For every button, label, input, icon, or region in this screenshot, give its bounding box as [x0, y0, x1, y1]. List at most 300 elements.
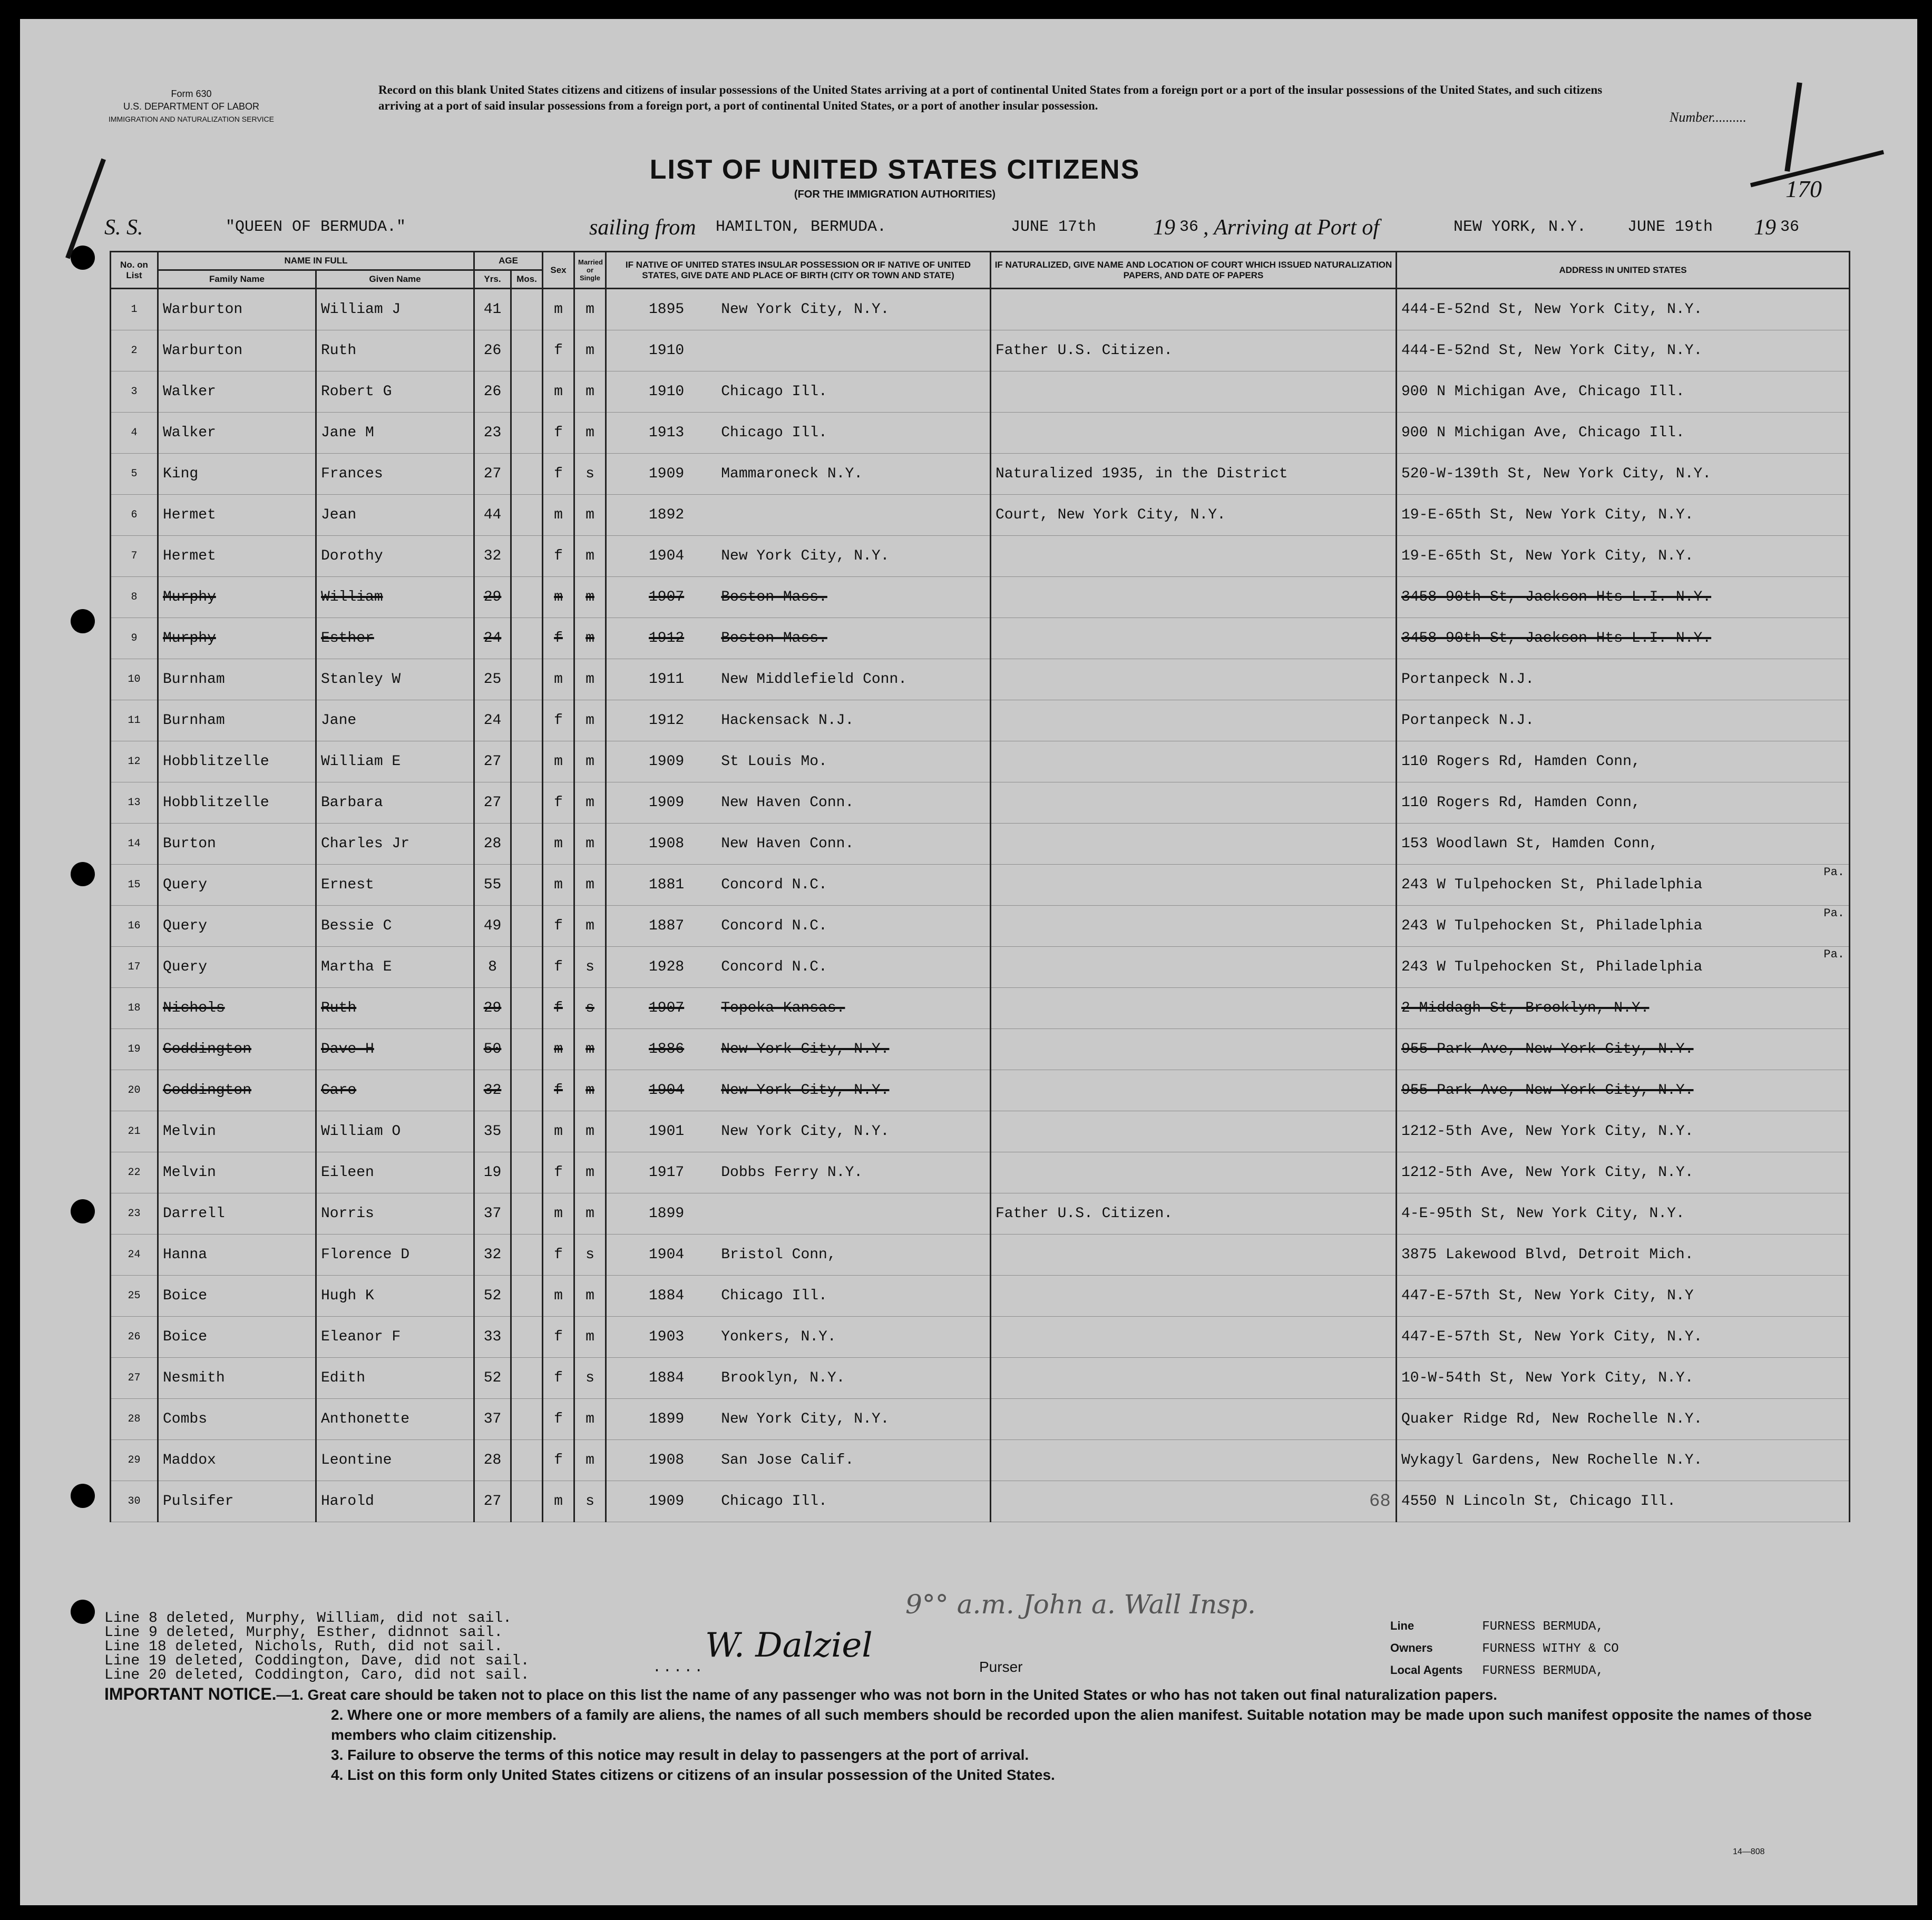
given-name-cell: Charles Jr [316, 824, 474, 865]
marital-status-cell: m [574, 577, 606, 618]
marital-status-cell: m [574, 1070, 606, 1111]
stamped-page-number: 68 [1369, 1492, 1391, 1512]
birth-year: 1910 [649, 342, 685, 359]
table-row [111, 330, 1850, 371]
birth-place: New Haven Conn. [721, 795, 854, 811]
family-name-cell: Burnham [158, 700, 316, 741]
table-row [111, 289, 1850, 330]
sex-cell: m [543, 371, 574, 413]
notice-heading: IMPORTANT NOTICE. [104, 1684, 277, 1703]
family-name-cell: Warburton [158, 289, 316, 330]
form-number [104, 87, 278, 125]
birth-cell [606, 577, 991, 618]
departure-date: JUNE 17th [1011, 218, 1097, 236]
age-months-cell [511, 659, 543, 700]
family-name-cell: Melvin [158, 1152, 316, 1193]
birth-place: Mammaroneck N.Y. [721, 466, 863, 482]
birth-place: New York City, N.Y. [721, 1041, 890, 1057]
birth-cell [606, 1399, 991, 1440]
address-cell: 4-E-95th St, New York City, N.Y. [1397, 1193, 1850, 1235]
given-name-cell: Anthonette [316, 1399, 474, 1440]
given-name-cell: Robert G [316, 371, 474, 413]
given-name-cell: Norris [316, 1193, 474, 1235]
table-row [111, 618, 1850, 659]
age-years-cell: 44 [474, 495, 511, 536]
birth-place: Concord N.C. [721, 959, 827, 975]
address-state-note: Pa. [1823, 866, 1845, 879]
naturalization-cell [991, 782, 1397, 824]
birth-cell [606, 1317, 991, 1358]
birth-cell [606, 289, 991, 330]
birth-cell [606, 454, 991, 495]
passenger-table [110, 251, 1850, 1522]
birth-year: 1899 [649, 1411, 685, 1427]
given-name-cell: William [316, 577, 474, 618]
birth-place: Boston Mass. [721, 630, 827, 646]
sex-cell: m [543, 1111, 574, 1152]
sex-cell: f [543, 413, 574, 454]
col-family-name: Family Name [158, 270, 316, 289]
sex-cell: f [543, 988, 574, 1029]
address-cell: 110 Rogers Rd, Hamden Conn, [1397, 782, 1850, 824]
family-name-cell: Hanna [158, 1235, 316, 1276]
marital-status-cell: m [574, 782, 606, 824]
important-notice [104, 1684, 1843, 1785]
given-name-cell: Eleanor F [316, 1317, 474, 1358]
birth-year: 1886 [649, 1041, 685, 1057]
age-months-cell [511, 782, 543, 824]
age-years-cell: 26 [474, 371, 511, 413]
sex-cell: m [543, 577, 574, 618]
marital-status-cell: m [574, 289, 606, 330]
age-years-cell: 33 [474, 1317, 511, 1358]
department-line: U.S. DEPARTMENT OF LABOR [123, 101, 260, 112]
notice-text-1: —1. Great care should be taken not to place on this list the name of any passenger who was not born in the United States or who has not taken out final naturalization papers. [276, 1687, 1498, 1703]
address-cell: Portanpeck N.J. [1397, 659, 1850, 700]
naturalization-cell [991, 1152, 1397, 1193]
birth-cell [606, 1235, 991, 1276]
given-name-cell: Ernest [316, 865, 474, 906]
naturalization-cell [991, 1070, 1397, 1111]
sex-cell: m [543, 289, 574, 330]
page-title: LIST OF UNITED STATES CITIZENS [649, 154, 1140, 185]
address-cell: 1212-5th Ave, New York City, N.Y. [1397, 1152, 1850, 1193]
age-months-cell [511, 1029, 543, 1070]
address-cell: 447-E-57th St, New York City, N.Y [1397, 1276, 1850, 1317]
given-name-cell: Leontine [316, 1440, 474, 1481]
birth-cell [606, 741, 991, 782]
age-years-cell: 27 [474, 741, 511, 782]
age-months-cell [511, 371, 543, 413]
no-cell: 24 [111, 1235, 158, 1276]
naturalization-cell: Naturalized 1935, in the District [991, 454, 1397, 495]
address-cell [1397, 865, 1850, 906]
given-name-cell: Caro [316, 1070, 474, 1111]
age-months-cell [511, 1481, 543, 1522]
marital-status-cell: m [574, 618, 606, 659]
given-name-cell: Ruth [316, 330, 474, 371]
table-row [111, 1193, 1850, 1235]
birth-place: New York City, N.Y. [721, 548, 890, 564]
birth-year: 1909 [649, 795, 685, 811]
age-years-cell: 26 [474, 330, 511, 371]
marital-status-cell: m [574, 1111, 606, 1152]
age-years-cell: 50 [474, 1029, 511, 1070]
binder-hole [71, 1199, 95, 1223]
age-months-cell [511, 536, 543, 577]
sex-cell: f [543, 1399, 574, 1440]
no-cell: 18 [111, 988, 158, 1029]
birth-cell [606, 782, 991, 824]
family-name-cell: Hobblitzelle [158, 741, 316, 782]
address-cell: 110 Rogers Rd, Hamden Conn, [1397, 741, 1850, 782]
sex-cell: f [543, 536, 574, 577]
marital-status-cell: m [574, 1029, 606, 1070]
family-name-cell: Murphy [158, 618, 316, 659]
age-years-cell: 52 [474, 1358, 511, 1399]
col-mos: Mos. [511, 270, 543, 289]
address-cell: 955 Park Ave, New York City, N.Y. [1397, 1070, 1850, 1111]
birth-cell [606, 906, 991, 947]
birth-year: 1884 [649, 1288, 685, 1304]
birth-cell [606, 1029, 991, 1070]
marital-status-cell: m [574, 1399, 606, 1440]
sex-cell: m [543, 741, 574, 782]
age-years-cell: 49 [474, 906, 511, 947]
address-cell: 1212-5th Ave, New York City, N.Y. [1397, 1111, 1850, 1152]
deletion-note: Line 18 deleted, Nichols, Ruth, did not sail. [104, 1639, 503, 1655]
col-married: Married or Single [574, 252, 606, 289]
sex-cell: f [543, 618, 574, 659]
address-cell: 955 Park Ave, New York City, N.Y. [1397, 1029, 1850, 1070]
marital-status-cell: m [574, 659, 606, 700]
arrival-port: NEW YORK, N.Y. [1453, 218, 1587, 236]
col-naturalized: IF NATURALIZED, GIVE NAME AND LOCATION OF COURT WHICH ISSUED NATURALIZATION PAPERS, AND DATE OF PAPERS [991, 252, 1397, 289]
arrival-year-prefix: 19 [1754, 215, 1776, 240]
age-years-cell: 19 [474, 1152, 511, 1193]
birth-cell [606, 1193, 991, 1235]
purser-signature: W. Dalziel [705, 1626, 873, 1665]
marital-status-cell: m [574, 700, 606, 741]
given-name-cell: Frances [316, 454, 474, 495]
table-row [111, 495, 1850, 536]
table-row [111, 1399, 1850, 1440]
naturalization-cell [991, 536, 1397, 577]
age-months-cell [511, 289, 543, 330]
table-row [111, 1317, 1850, 1358]
col-no: No. on List [111, 252, 158, 289]
no-cell: 9 [111, 618, 158, 659]
arrival-date: JUNE 19th [1627, 218, 1713, 236]
marital-status-cell: m [574, 330, 606, 371]
birth-cell [606, 1111, 991, 1152]
birth-year: 1904 [649, 548, 685, 564]
age-months-cell [511, 454, 543, 495]
marital-status-cell: m [574, 1317, 606, 1358]
no-cell: 22 [111, 1152, 158, 1193]
birth-cell [606, 865, 991, 906]
given-name-cell: William E [316, 741, 474, 782]
address-cell: 2 Middagh St, Brooklyn, N.Y. [1397, 988, 1850, 1029]
address-text: 243 W Tulpehocken St, Philadelphia [1401, 918, 1703, 934]
table-row [111, 371, 1850, 413]
age-years-cell: 25 [474, 659, 511, 700]
age-years-cell: 8 [474, 947, 511, 988]
no-cell: 29 [111, 1440, 158, 1481]
service-line: IMMIGRATION AND NATURALIZATION SERVICE [109, 115, 274, 123]
age-years-cell: 32 [474, 1070, 511, 1111]
age-years-cell: 32 [474, 1235, 511, 1276]
no-cell: 27 [111, 1358, 158, 1399]
birth-year: 1912 [649, 630, 685, 646]
age-years-cell: 41 [474, 289, 511, 330]
birth-cell [606, 947, 991, 988]
address-cell: Wykagyl Gardens, New Rochelle N.Y. [1397, 1440, 1850, 1481]
birth-place: San Jose Calif. [721, 1452, 854, 1468]
birth-year: 1913 [649, 425, 685, 441]
given-name-cell: Stanley W [316, 659, 474, 700]
owners-value: FURNESS WITHY & CO [1482, 1642, 1619, 1656]
family-name-cell: Warburton [158, 330, 316, 371]
col-name-in-full: NAME IN FULL [158, 252, 474, 270]
age-years-cell: 24 [474, 700, 511, 741]
arrival-year: 36 [1780, 218, 1800, 236]
address-state-note: Pa. [1823, 907, 1845, 920]
col-address: ADDRESS IN UNITED STATES [1397, 252, 1850, 289]
table-row [111, 1111, 1850, 1152]
address-state-note: Pa. [1823, 948, 1845, 961]
given-name-cell: William O [316, 1111, 474, 1152]
address-cell: 900 N Michigan Ave, Chicago Ill. [1397, 413, 1850, 454]
naturalization-cell [991, 1029, 1397, 1070]
family-name-cell: Combs [158, 1399, 316, 1440]
sex-cell: f [543, 1070, 574, 1111]
birth-place: Concord N.C. [721, 877, 827, 893]
sex-cell: f [543, 1235, 574, 1276]
birth-cell [606, 371, 991, 413]
table-row [111, 1276, 1850, 1317]
family-name-cell: Maddox [158, 1440, 316, 1481]
birth-place: Boston Mass. [721, 589, 827, 605]
ship-name: "QUEEN OF BERMUDA." [226, 218, 406, 236]
birth-year: 1907 [649, 1000, 685, 1016]
no-cell: 15 [111, 865, 158, 906]
marital-status-cell: s [574, 454, 606, 495]
birth-year: 1909 [649, 1493, 685, 1510]
address-cell: 4550 N Lincoln St, Chicago Ill. [1397, 1481, 1850, 1522]
header-row [111, 252, 1850, 270]
age-months-cell [511, 618, 543, 659]
sex-cell: m [543, 824, 574, 865]
family-name-cell: Murphy [158, 577, 316, 618]
age-months-cell [511, 1276, 543, 1317]
table-row [111, 1029, 1850, 1070]
form-number-line: Form 630 [171, 89, 212, 99]
naturalization-cell [991, 1235, 1397, 1276]
deletion-note: Line 20 deleted, Coddington, Caro, did not sail. [104, 1667, 530, 1683]
notice-item-1 [104, 1684, 1843, 1705]
birth-cell [606, 618, 991, 659]
birth-place: New York City, N.Y. [721, 1082, 890, 1099]
col-birth: IF NATIVE OF UNITED STATES INSULAR POSSESSION OR IF NATIVE OF UNITED STATES, GIVE DATE AND PLACE OF BIRTH (CITY OR TOWN AND STATE) [606, 252, 991, 289]
address-cell: Quaker Ridge Rd, New Rochelle N.Y. [1397, 1399, 1850, 1440]
birth-place: Hackensack N.J. [721, 712, 854, 729]
birth-cell [606, 1358, 991, 1399]
binder-hole [71, 1600, 95, 1624]
age-months-cell [511, 741, 543, 782]
marital-status-cell: s [574, 1358, 606, 1399]
birth-place: Yonkers, N.Y. [721, 1329, 836, 1345]
birth-place: Brooklyn, N.Y. [721, 1370, 845, 1386]
marital-status-cell: s [574, 1235, 606, 1276]
given-name-cell: Jane [316, 700, 474, 741]
family-name-cell: Coddington [158, 1070, 316, 1111]
no-cell: 7 [111, 536, 158, 577]
given-name-cell: Hugh K [316, 1276, 474, 1317]
birth-cell [606, 1070, 991, 1111]
age-months-cell [511, 824, 543, 865]
age-months-cell [511, 1152, 543, 1193]
birth-year: 1899 [649, 1206, 685, 1222]
sex-cell: f [543, 1317, 574, 1358]
ss-label: S. S. [104, 215, 143, 240]
birth-year: 1909 [649, 753, 685, 770]
age-months-cell [511, 1399, 543, 1440]
marital-status-cell: m [574, 824, 606, 865]
naturalization-cell [991, 700, 1397, 741]
age-years-cell: 28 [474, 824, 511, 865]
local-agents-row [1390, 1660, 1619, 1682]
address-cell: 3458-90th St, Jackson Hts L.I. N.Y. [1397, 618, 1850, 659]
table-row [111, 741, 1850, 782]
naturalization-cell [991, 1399, 1397, 1440]
departure-year-prefix: 19 [1153, 215, 1175, 240]
table-row [111, 700, 1850, 741]
birth-year: 1908 [649, 1452, 685, 1468]
family-name-cell: Coddington [158, 1029, 316, 1070]
no-cell: 3 [111, 371, 158, 413]
naturalization-cell [991, 1111, 1397, 1152]
birth-cell [606, 330, 991, 371]
sex-cell: m [543, 659, 574, 700]
marital-status-cell: m [574, 495, 606, 536]
family-name-cell: Hermet [158, 495, 316, 536]
age-months-cell [511, 1070, 543, 1111]
table-row [111, 659, 1850, 700]
local-agents-value: FURNESS BERMUDA, [1482, 1664, 1604, 1678]
table-row [111, 865, 1850, 906]
birth-year: 1904 [649, 1082, 685, 1099]
age-years-cell: 32 [474, 536, 511, 577]
age-years-cell: 24 [474, 618, 511, 659]
table-row [111, 413, 1850, 454]
no-cell: 6 [111, 495, 158, 536]
number-handwritten-mark [1784, 82, 1802, 172]
no-cell: 8 [111, 577, 158, 618]
no-cell: 2 [111, 330, 158, 371]
birth-place: Chicago Ill. [721, 425, 827, 441]
record-instructions: Record on this blank United States citizens and citizens of insular possessions of the United States arriving at a port of continental United States from a foreign port or a port of the insular possessions of the United States, and such citizens arriving at a port of said insular possessions from a foreign port, a port of continental United States, or a port of another insular possession. [378, 83, 1603, 112]
age-months-cell [511, 1317, 543, 1358]
table-row [111, 1358, 1850, 1399]
naturalization-cell [991, 659, 1397, 700]
age-months-cell [511, 865, 543, 906]
local-agents-label: Local Agents [1390, 1663, 1463, 1677]
naturalization-cell [991, 618, 1397, 659]
naturalization-cell [991, 906, 1397, 947]
birth-place: New York City, N.Y. [721, 1123, 890, 1140]
birth-place: Chicago Ill. [721, 384, 827, 400]
number-label-text: Number [1670, 110, 1712, 125]
birth-cell [606, 1152, 991, 1193]
deletion-note: Line 19 deleted, Coddington, Dave, did not sail. [104, 1653, 530, 1669]
sex-cell: m [543, 1481, 574, 1522]
address-cell [1397, 906, 1850, 947]
naturalization-cell [991, 865, 1397, 906]
family-name-cell: Nesmith [158, 1358, 316, 1399]
birth-year: 1912 [649, 712, 685, 729]
address-cell: 3458-90th St, Jackson Hts L.I. N.Y. [1397, 577, 1850, 618]
family-name-cell: Melvin [158, 1111, 316, 1152]
birth-place: Bristol Conn, [721, 1247, 836, 1263]
address-text: 243 W Tulpehocken St, Philadelphia [1401, 959, 1703, 975]
naturalization-cell [991, 1481, 1397, 1522]
given-name-cell: Eileen [316, 1152, 474, 1193]
table-row [111, 1481, 1850, 1522]
naturalization-cell: Court, New York City, N.Y. [991, 495, 1397, 536]
voyage-line [104, 215, 1843, 247]
no-cell: 26 [111, 1317, 158, 1358]
table-row [111, 824, 1850, 865]
address-cell: 900 N Michigan Ave, Chicago Ill. [1397, 371, 1850, 413]
binder-hole [71, 1484, 95, 1508]
naturalization-cell [991, 413, 1397, 454]
marital-status-cell: m [574, 371, 606, 413]
no-cell: 10 [111, 659, 158, 700]
naturalization-cell [991, 988, 1397, 1029]
purser-label: Purser [979, 1659, 1023, 1675]
departure-port: HAMILTON, BERMUDA. [716, 218, 887, 236]
birth-year: 1887 [649, 918, 685, 934]
age-months-cell [511, 947, 543, 988]
birth-place: New York City, N.Y. [721, 1411, 890, 1427]
no-cell: 21 [111, 1111, 158, 1152]
notice-item-3: 3. Failure to observe the terms of this notice may result in delay to passengers at the port of arrival. [331, 1747, 1029, 1763]
birth-place: St Louis Mo. [721, 753, 827, 770]
given-name-cell: Martha E [316, 947, 474, 988]
age-months-cell [511, 1193, 543, 1235]
marital-status-cell: s [574, 988, 606, 1029]
page-subtitle: (FOR THE IMMIGRATION AUTHORITIES) [794, 189, 996, 200]
table-row [111, 1440, 1850, 1481]
naturalization-cell [991, 289, 1397, 330]
given-name-cell: Barbara [316, 782, 474, 824]
birth-year: 1908 [649, 836, 685, 852]
no-cell: 20 [111, 1070, 158, 1111]
given-name-cell: Dorothy [316, 536, 474, 577]
birth-year: 1884 [649, 1370, 685, 1386]
col-yrs: Yrs. [474, 270, 511, 289]
naturalization-cell [991, 371, 1397, 413]
deletion-note: Line 9 deleted, Murphy, Esther, didnnot sail. [104, 1624, 503, 1641]
passenger-rows [111, 289, 1850, 1522]
table-row [111, 988, 1850, 1029]
address-cell: 447-E-57th St, New York City, N.Y. [1397, 1317, 1850, 1358]
given-name-cell: William J [316, 289, 474, 330]
number-label: Number.......... [1670, 110, 1746, 125]
family-name-cell: Burton [158, 824, 316, 865]
address-cell: 153 Woodlawn St, Hamden Conn, [1397, 824, 1850, 865]
